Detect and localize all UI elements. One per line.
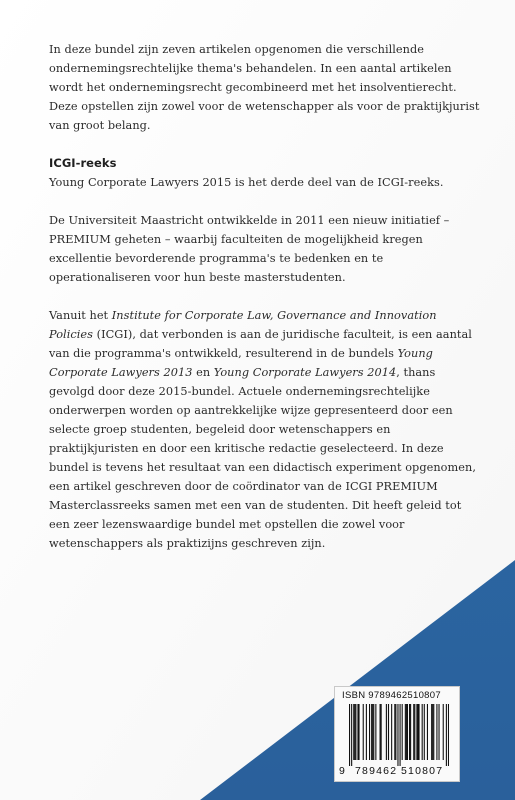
barcode-bar (432, 704, 433, 760)
intro-paragraph: In deze bundel zijn zeven artikelen opgenomen die verschillende ondernemingsrechtelijke thema's behandelen. In een aantal artikelen wordt het ondernemingsrecht gecombineerd met het insolventierecht. Deze opstellen zijn zowel voor de wetenschapper als voor de praktijkjurist van groot belang. (49, 43, 480, 132)
icgi-paragraph (49, 306, 481, 553)
barcode-bar (417, 704, 418, 760)
barcode-bar (381, 704, 382, 760)
barcode-bar (354, 704, 355, 760)
barcode-bar (386, 704, 387, 760)
barcode-bar (414, 704, 415, 760)
barcode-bar (405, 704, 406, 760)
barcode-bar (353, 704, 354, 760)
premium-paragraph: De Universiteit Maastricht ontwikkelde in 2011 een nieuw initiatief – PREMIUM geheten – waarbij faculteiten de mogelijkheid kregen excellentie bevorderende programma's te bedenken en te operationaliseren voor hun beste masterstudenten. (49, 214, 450, 284)
icgi-text-3: en (192, 366, 214, 379)
icgi-institute-name: Institute for Corporate Law, Governance and Innovation Policies (49, 309, 437, 341)
barcode-bar (422, 704, 423, 760)
barcode-bar (371, 704, 372, 760)
barcode-bar (406, 704, 407, 760)
barcode-bar (349, 704, 350, 766)
icgi-bundle-2014: Young Corporate Lawyers 2014 (213, 366, 397, 379)
isbn-barcode (334, 686, 460, 782)
barcode-bar (416, 704, 417, 760)
barcode-bar (427, 704, 428, 760)
isbn-digits-left: 789462 (355, 765, 398, 777)
barcode-bar (351, 704, 352, 766)
barcode-bars (349, 704, 449, 766)
barcode-bar (418, 704, 419, 760)
section-heading: ICGI-reeks (49, 156, 117, 170)
barcode-bar (355, 704, 356, 760)
barcode-bar (438, 704, 439, 760)
barcode-bar (443, 704, 444, 760)
barcode-bar (413, 704, 414, 760)
barcode-bar (410, 704, 411, 760)
barcode-bar (431, 704, 432, 760)
isbn-label: ISBN 9789462510807 (342, 690, 441, 701)
series-paragraph: Young Corporate Lawyers 2015 is het derde deel van de ICGI-reeks. (49, 176, 444, 189)
isbn-digits-right: 510807 (401, 765, 444, 777)
barcode-bar (436, 704, 437, 760)
barcode-bar (363, 704, 364, 760)
icgi-text-2: (ICGI), dat verbonden is aan de juridische faculteit, is een aantal van die programma's ontwikkeld, resulterend in de bundels (49, 328, 472, 360)
barcode-bar (394, 704, 395, 760)
back-cover-text (49, 40, 481, 553)
barcode-bar (424, 704, 425, 760)
barcode-bar (373, 704, 374, 760)
barcode-bar (448, 704, 449, 766)
barcode-bar (369, 704, 370, 760)
barcode-bar (358, 704, 359, 760)
barcode-bar (395, 704, 396, 760)
barcode-bar (446, 704, 447, 766)
barcode-bar (402, 704, 403, 760)
barcode-bar (409, 704, 410, 760)
icgi-bundle-2013: Young Corporate Lawyers 2013 (49, 347, 433, 379)
barcode-bar (380, 704, 381, 760)
barcode-bar (397, 704, 398, 766)
icgi-text-1: Vanuit het (49, 309, 112, 322)
barcode-bar (366, 704, 367, 760)
barcode-bar (357, 704, 358, 760)
barcode-bar (388, 704, 389, 760)
barcode-bar (433, 704, 434, 760)
isbn-digit-first: 9 (339, 765, 347, 777)
barcode-bar (407, 704, 408, 760)
barcode-bar (372, 704, 373, 760)
barcode-bar (391, 704, 392, 760)
barcode-bar (375, 704, 376, 760)
barcode-bar (400, 704, 401, 766)
icgi-text-4: , thans gevolgd door deze 2015-bundel. Actuele ondernemingsrechtelijke onderwerpen worden op aantrekkelijke wijze gepresenteerd door een selecte groep studenten, begeleid door wetenschappers en praktijkjuristen en door een kritische redactie geselecteerd. In deze bundel is tevens het resultaat van een didactisch experiment opgenomen, een artikel geschreven door de coördinator van de ICGI PREMIUM Masterclassreeks samen met een van de studenten. Dit heeft geleid tot een zeer lezenswaardige bundel met opstellen die zowel voor wetenschappers als praktizijns geschreven zijn. (49, 366, 477, 550)
